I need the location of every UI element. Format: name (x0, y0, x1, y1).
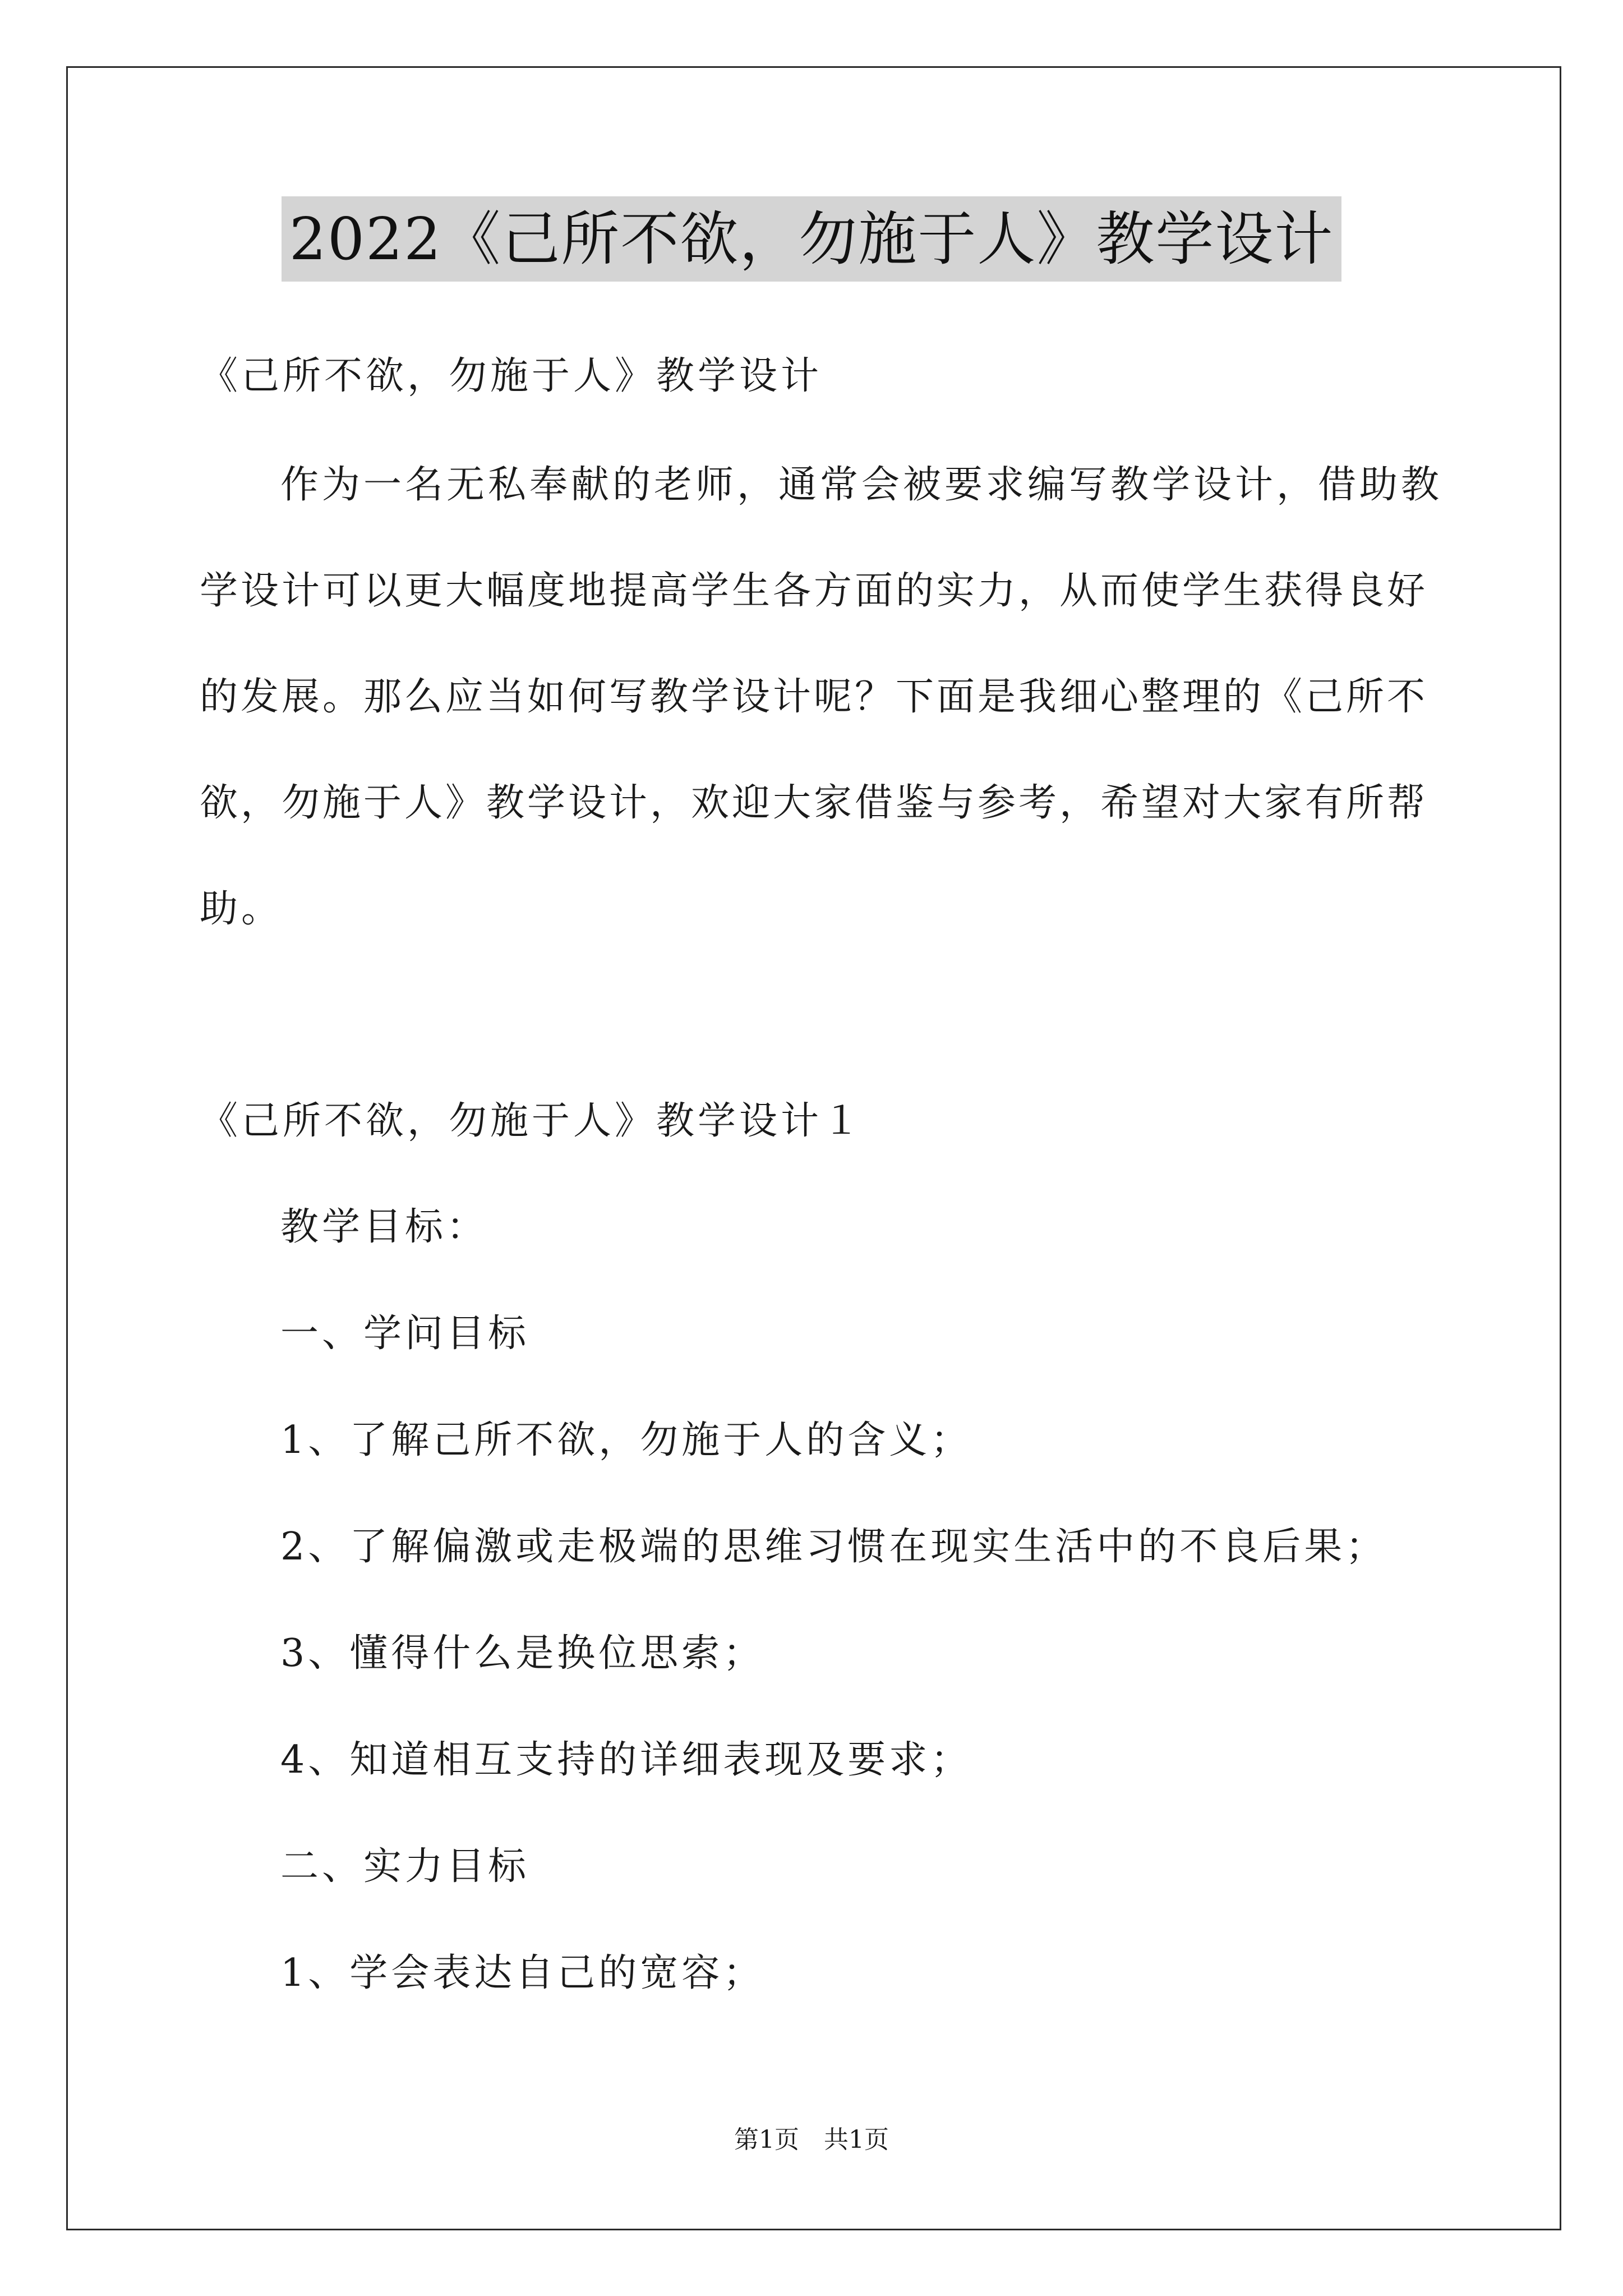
intro-line: 学设计可以更大幅度地提高学生各方面的实力，从而使学生获得良好 (200, 569, 1425, 613)
intro-line: 助。 (200, 887, 283, 931)
intro-line: 作为一名无私奉献的老师，通常会被要求编写教学设计，借助教 (280, 463, 1443, 507)
section-heading: 《己所不欲，勿施于人》教学设计１ (200, 1099, 864, 1143)
title-container (0, 196, 1623, 282)
content-line: 教学目标： (280, 1205, 488, 1249)
intro-line: 的发展。那么应当如何写教学设计呢？下面是我细心整理的《己所不 (200, 675, 1425, 719)
document-subtitle: 《己所不欲，勿施于人》教学设计 (200, 354, 823, 398)
content-line: 1、了解己所不欲，勿施于人的含义； (280, 1418, 972, 1462)
content-line: 一、学问目标 (280, 1312, 530, 1356)
content-line: 2、了解偏激或走极端的思维习惯在现实生活中的不良后果； (280, 1525, 1387, 1569)
content-line: 4、知道相互支持的详细表现及要求； (280, 1738, 972, 1782)
document-title: 2022《己所不欲，勿施于人》教学设计 (282, 196, 1342, 282)
content-line: 3、懂得什么是换位思索； (280, 1631, 765, 1676)
content-line: 1、学会表达自己的宽容； (280, 1951, 765, 1995)
intro-line: 欲，勿施于人》教学设计，欢迎大家借鉴与参考，希望对大家有所帮 (200, 781, 1425, 825)
page-footer: 第1页 共1页 (734, 2125, 889, 2154)
content-line: 二、实力目标 (280, 1844, 530, 1889)
